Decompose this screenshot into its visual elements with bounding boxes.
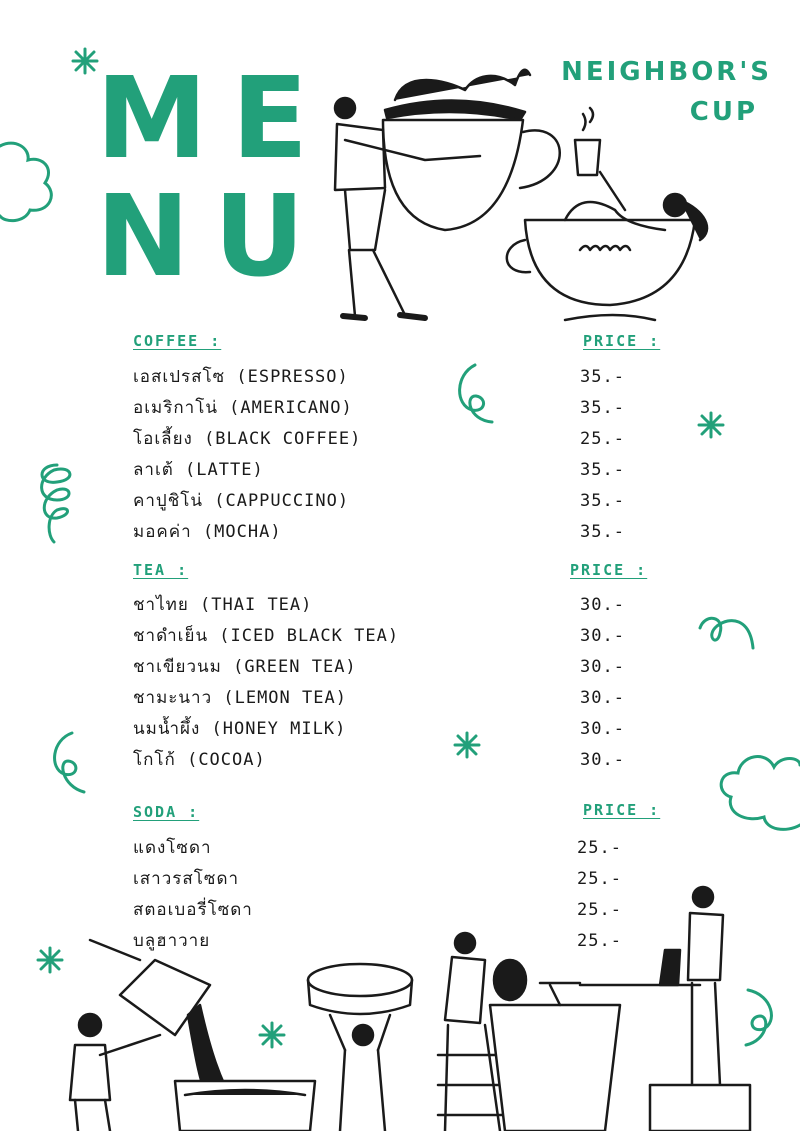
menu-item-name: บลูฮาวาย: [133, 931, 211, 951]
menu-item-price: 25.-: [577, 900, 622, 920]
menu-item-name: เอสเปรสโซ (ESPRESSO): [133, 367, 349, 387]
menu-item-name: นมน้ำผึ้ง (HONEY MILK): [133, 719, 347, 739]
menu-title-line-2: NU: [96, 172, 329, 302]
menu-item-price: 35.-: [580, 491, 625, 511]
menu-item-name: ชาเขียวนม (GREEN TEA): [133, 657, 357, 677]
menu-item-name: คาปูชิโน่ (CAPPUCCINO): [133, 491, 350, 511]
menu-item-price: 30.-: [580, 657, 625, 677]
coffee-price-header: PRICE :: [583, 332, 661, 350]
menu-item-price: 25.-: [577, 838, 622, 858]
coffee-cup-illustration: [325, 60, 735, 330]
menu-item-price: 35.-: [580, 398, 625, 418]
menu-item-price: 35.-: [580, 367, 625, 387]
brand-line-2: CUP: [689, 97, 758, 127]
menu-item-name: เสาวรสโซดา: [133, 869, 240, 889]
menu-item-name: ชามะนาว (LEMON TEA): [133, 688, 347, 708]
tea-item-list: [133, 590, 399, 776]
menu-item-price: 30.-: [580, 750, 625, 770]
spiral-doodle-icon: [32, 460, 77, 545]
menu-title: [96, 54, 336, 302]
menu-item-name: แดงโซดา: [133, 838, 212, 858]
menu-item-price: 35.-: [580, 460, 625, 480]
menu-item-price: 25.-: [577, 869, 622, 889]
cloud-doodle-icon: [0, 138, 60, 228]
menu-item-price: 30.-: [580, 595, 625, 615]
coffee-section-header: COFFEE :: [133, 332, 222, 350]
soda-price-header: PRICE :: [583, 801, 661, 819]
coffee-item-list: [133, 362, 361, 548]
menu-item-name: มอคค่า (MOCHA): [133, 522, 282, 542]
squiggle-doodle-icon: [695, 608, 760, 658]
soda-section-header: SODA :: [133, 803, 200, 821]
tea-price-header: PRICE :: [570, 561, 648, 579]
brand-line-1: NEIGHBOR'S: [561, 57, 772, 87]
menu-title-line-1: ME: [96, 54, 332, 184]
menu-item-name: อเมริกาโน่ (AMERICANO): [133, 398, 353, 418]
menu-item-price: 30.-: [580, 688, 625, 708]
menu-item-name: โอเลี้ยง (BLACK COFFEE): [133, 429, 362, 449]
menu-item-price: 35.-: [580, 522, 625, 542]
tea-price-list: [580, 590, 625, 776]
coffee-price-list: [580, 362, 625, 548]
menu-item-name: ชาไทย (THAI TEA): [133, 595, 313, 615]
menu-item-price: 30.-: [580, 626, 625, 646]
tea-section-header: TEA :: [133, 561, 189, 579]
cloud-doodle-icon: [716, 745, 800, 835]
star-doodle-icon: [452, 730, 482, 760]
menu-item-price: 30.-: [580, 719, 625, 739]
menu-item-name: ชาดำเย็น (ICED BLACK TEA): [133, 626, 400, 646]
menu-item-price: 25.-: [577, 931, 622, 951]
swirl-doodle-icon: [450, 360, 500, 430]
menu-item-price: 25.-: [580, 429, 625, 449]
menu-item-name: สตอเบอรี่โซดา: [133, 900, 253, 920]
menu-item-name: ลาเต้ (LATTE): [133, 460, 264, 480]
coffee-making-illustration: [60, 885, 760, 1131]
star-doodle-icon: [70, 46, 100, 76]
swirl-doodle-icon: [44, 728, 89, 798]
menu-item-name: โกโก้ (COCOA): [133, 750, 266, 770]
star-doodle-icon: [696, 410, 726, 440]
